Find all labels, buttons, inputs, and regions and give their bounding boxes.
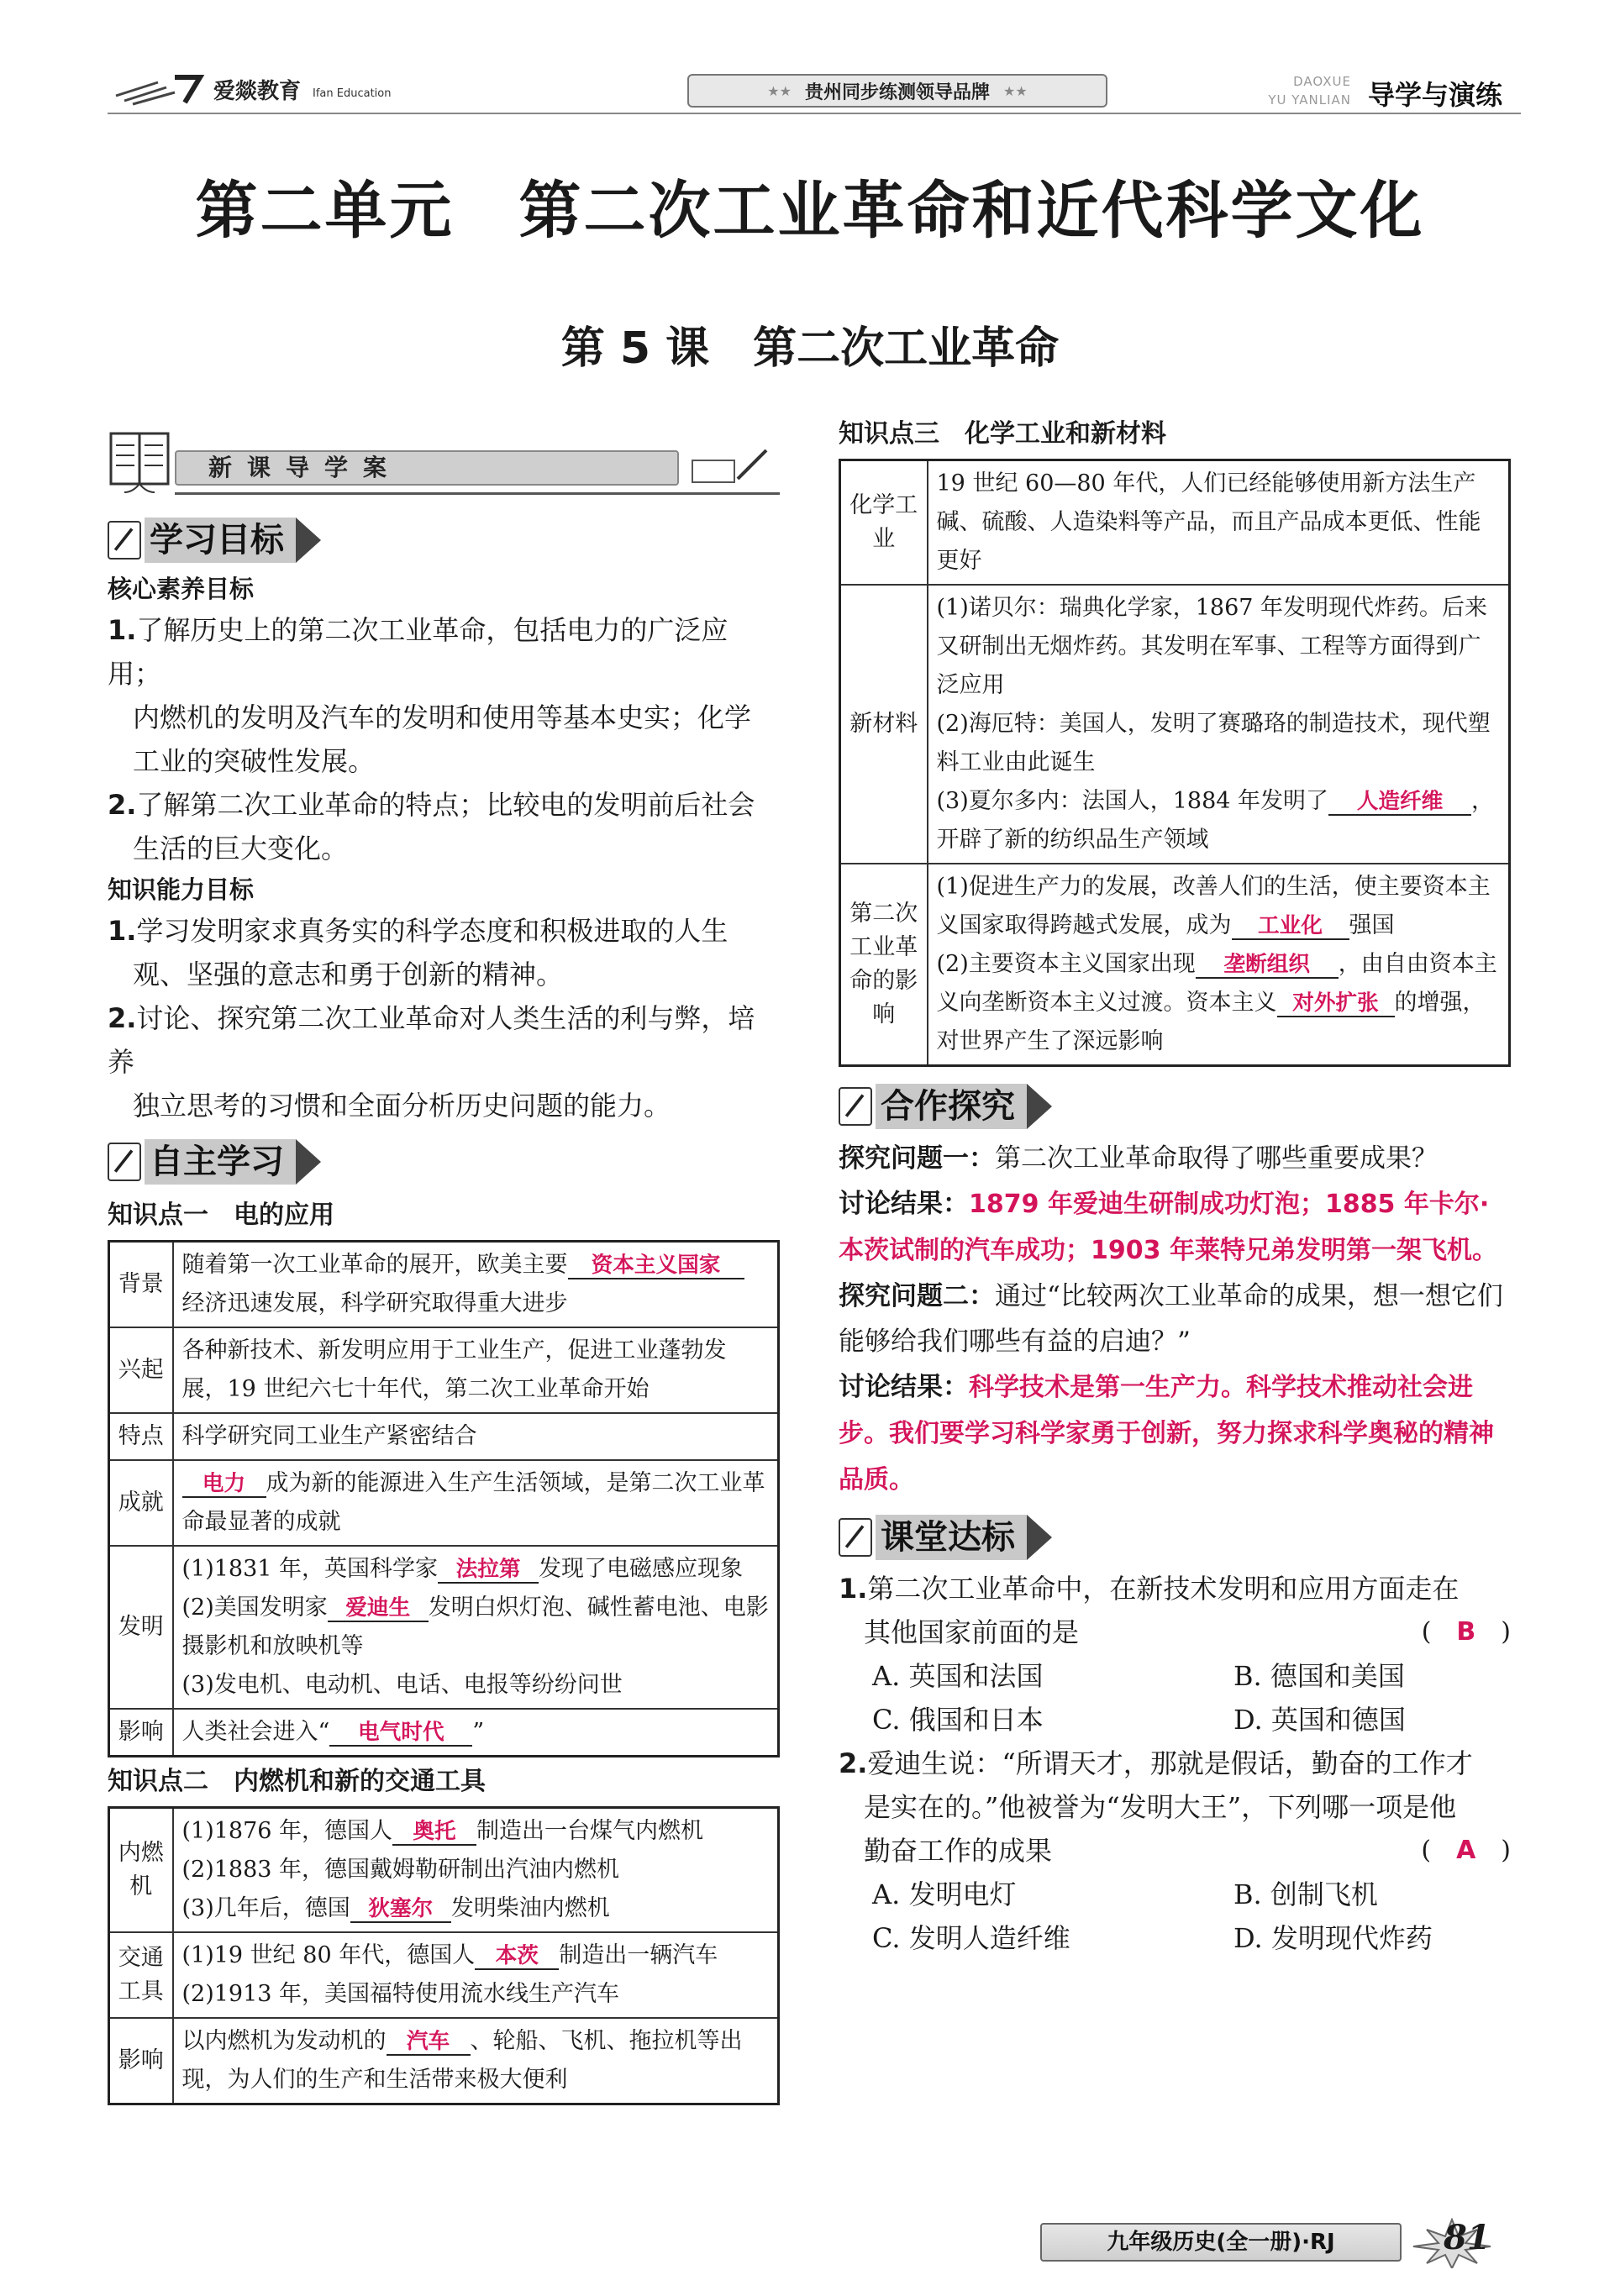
section-title: 学习目标 [145, 518, 296, 563]
item-number: 2. [108, 1002, 137, 1034]
item-number: 2. [108, 789, 137, 821]
question-text: 第二次工业革命取得了哪些重要成果？ [995, 1143, 1438, 1174]
coop-question [839, 1274, 1511, 1364]
pencil-note-icon [108, 521, 141, 560]
row-label: 第二次工业革命的影响 [840, 864, 928, 1066]
section-title: 合作探究 [876, 1084, 1027, 1129]
table-row [109, 1242, 779, 1328]
text: 强国 [1349, 912, 1395, 938]
question-text: 勤奋工作的成果 [864, 1835, 1053, 1867]
section-heading-coop [839, 1080, 1511, 1132]
text: 成为新的能源进入生产生活领域，是第二次工业革命最显著的成就 [181, 1470, 765, 1535]
knowledge-point-title: 知识点一 电的应用 [108, 1201, 334, 1230]
row-content [928, 864, 1510, 1066]
page-header [108, 66, 1521, 126]
table-row [840, 460, 1510, 586]
star-icon: ★★ [1003, 82, 1028, 99]
table-row [840, 864, 1510, 1066]
answer-blank [568, 1253, 744, 1279]
answer-blank [392, 1819, 476, 1846]
text: 经济迅速发展，科学研究取得重大进步 [181, 1290, 568, 1316]
option: A. 发明电灯 [872, 1878, 1017, 1910]
table-row [840, 585, 1510, 864]
text: 随着第一次工业革命的展开，欧美主要 [181, 1252, 568, 1278]
answer-blank [475, 1943, 559, 1970]
pen-icon [687, 445, 771, 487]
row-content [928, 585, 1510, 864]
section-title: 自主学习 [145, 1139, 296, 1185]
goal-item [108, 608, 780, 783]
item-text: 讨论、探究第二次工业革命对人类生活的利与弊，培养 [108, 1002, 755, 1078]
header-badge-text: 贵州同步练测领导品牌 [804, 81, 990, 103]
row-content: 19 世纪 60—80 年代，人们已经能够使用新方法生产碱、硫酸、人造染料等产品，而且产品成本更低、性能更好 [928, 460, 1510, 586]
text: (3)夏尔多内：法国人，1884 年发明了 [936, 788, 1329, 814]
triangle-icon [296, 1139, 321, 1185]
page-footer [1040, 2218, 1511, 2268]
answer: 电气时代 [358, 1720, 444, 1745]
table-row [109, 1413, 779, 1460]
item-text: 工业的突破性发展。 [133, 745, 376, 777]
pencil-note-icon [839, 1518, 872, 1557]
brand-name-en: Ifan Education [313, 87, 392, 100]
text: 的增强，对世界产生了深远影响 [936, 990, 1486, 1054]
option: D. 英国和德国 [1233, 1704, 1406, 1736]
text: (2)1913 年，美国福特使用流水线生产汽车 [181, 1981, 620, 2007]
item-text: 独立思考的习惯和全面分析历史问题的能力。 [133, 1090, 671, 1122]
section-heading-self-study [108, 1136, 780, 1188]
row-content [173, 1709, 779, 1757]
answer: 汽车 [406, 2029, 450, 2054]
item-text: 了解历史上的第二次工业革命，包括电力的广泛应用； [108, 614, 728, 690]
text: ，由自由资本主义向垄断资本主义过渡。资本主义 [936, 951, 1497, 1016]
brand-logo [108, 72, 392, 106]
text: (2)海厄特：美国人，发明了赛璐珞的制造技术，现代塑料工业由此诞生 [936, 711, 1491, 775]
book-label: 九年级历史(全一册)·RJ [1040, 2223, 1402, 2262]
text: (1)促进生产力的发展，改善人们的生活，使主要资本主义国家取得跨越式发展，成为 [936, 874, 1491, 938]
table-row [109, 2018, 779, 2104]
brand-mark-icon [108, 72, 208, 106]
test-question [839, 1567, 1511, 1742]
text: (1)19 世纪 80 年代，德国人 [181, 1942, 476, 1968]
option: D. 发明现代炸药 [1233, 1922, 1433, 1954]
result-label: 讨论结果： [839, 1372, 969, 1402]
answer-blank [438, 1557, 539, 1584]
brand-name: 爱燚教育 [213, 78, 302, 104]
knowledge-table-chemistry [839, 459, 1511, 1067]
answer: 资本主义国家 [591, 1253, 721, 1278]
row-label: 交通工具 [109, 1932, 173, 2018]
question-label: 探究问题一： [839, 1143, 995, 1174]
row-content [173, 1460, 779, 1546]
right-column [839, 412, 1511, 1960]
coop-question [839, 1136, 1511, 1181]
series-title: 导学与演练 [1368, 79, 1503, 111]
result-text: 科学技术是第一生产力。科学技术推动社会进步。我们要学习科学家勇于创新，努力探求科学奥秘的精神品质。 [839, 1373, 1494, 1495]
answer: 狄塞尔 [368, 1896, 434, 1921]
test-question [839, 1742, 1511, 1960]
left-column [108, 412, 780, 2105]
goal-item [108, 909, 780, 996]
knowledge-table-engine [108, 1806, 780, 2105]
banner-rule [175, 492, 780, 495]
answer: 垄断组织 [1223, 952, 1311, 977]
answer-paren: ( B ) [1421, 1617, 1511, 1647]
item-text: 观、坚强的意志和勇于创新的精神。 [133, 959, 564, 990]
row-label: 发明 [109, 1546, 173, 1709]
row-label: 新材料 [840, 585, 928, 864]
row-content [173, 2018, 779, 2104]
star-icon: ★★ [767, 82, 792, 99]
section-heading-goals [108, 514, 780, 566]
answer-blank [1196, 952, 1339, 979]
section-banner [108, 412, 780, 504]
text: 发现了电磁感应现象 [539, 1556, 744, 1582]
item-text: 内燃机的发明及汽车的发明和使用等基本史实；化学 [133, 701, 752, 733]
row-label: 特点 [109, 1413, 173, 1460]
answer-blank [329, 1720, 472, 1747]
book-icon [108, 430, 171, 494]
page-number: 81 [1444, 2218, 1491, 2257]
row-label: 影响 [109, 2018, 173, 2104]
sub-heading: 核心素养目标 [108, 575, 255, 603]
row-label: 内燃机 [109, 1808, 173, 1933]
coop-result [839, 1364, 1511, 1503]
knowledge-table-electricity [108, 1240, 780, 1757]
question-text: 爱迪生说：“所谓天才，那就是假话，勤奋的工作才 [867, 1747, 1473, 1779]
question-text: 通过“比较两次工业革命的成果，想一想它们能够给我们哪些有益的启迪？” [839, 1281, 1503, 1357]
coop-result [839, 1181, 1511, 1274]
pencil-note-icon [839, 1087, 872, 1126]
knowledge-point-title: 知识点二 内燃机和新的交通工具 [108, 1767, 486, 1796]
option: C. 发明人造纤维 [872, 1922, 1070, 1954]
option: B. 创制飞机 [1233, 1878, 1378, 1910]
row-label: 兴起 [109, 1327, 173, 1413]
unit-title: 第二单元 第二次工业革命和近代科学文化 [195, 175, 1425, 247]
answer-blank [387, 2029, 471, 2056]
banner-label: 新课导学案 [175, 450, 679, 486]
answer: 人造纤维 [1356, 789, 1444, 814]
item-text: 生活的巨大变化。 [133, 833, 349, 864]
text: 、轮船、飞机、拖拉机等出现，为人们的生产和生活带来极大便利 [181, 2028, 743, 2093]
goal-item [108, 783, 780, 870]
answer: 法拉第 [455, 1557, 521, 1582]
section-title: 课堂达标 [876, 1515, 1027, 1560]
answer: 奥托 [413, 1819, 456, 1844]
item-number: 1. [108, 614, 137, 646]
question-number: 2. [839, 1747, 868, 1779]
text: 发明白炽灯泡、碱性蓄电池、电影摄影机和放映机等 [181, 1595, 769, 1659]
text: 制造出一台煤气内燃机 [476, 1818, 704, 1844]
header-divider [108, 113, 1521, 114]
answer-blank [350, 1896, 451, 1923]
item-text: 了解第二次工业革命的特点；比较电的发明前后社会 [136, 789, 755, 821]
row-label: 影响 [109, 1709, 173, 1757]
option: A. 英国和法国 [872, 1660, 1044, 1692]
answer: A [1456, 1836, 1476, 1865]
options [839, 1654, 1511, 1742]
answer-blank [1277, 990, 1395, 1017]
sub-heading: 知识能力目标 [108, 875, 255, 904]
text: 人类社会进入“ [181, 1719, 330, 1745]
triangle-icon [296, 518, 321, 563]
text: (3)几年后，德国 [181, 1895, 350, 1921]
triangle-icon [1027, 1515, 1052, 1560]
row-label: 化学工业 [840, 460, 928, 586]
answer-paren: ( A ) [1421, 1836, 1511, 1865]
option: C. 俄国和日本 [872, 1704, 1044, 1736]
table-row [109, 1327, 779, 1413]
answer-blank [328, 1595, 429, 1622]
answer: 工业化 [1258, 913, 1323, 938]
triangle-icon [1027, 1084, 1052, 1129]
text: (1)1831 年，英国科学家 [181, 1556, 439, 1582]
question-text: 其他国家前面的是 [864, 1616, 1080, 1648]
item-text: 学习发明家求真务实的科学态度和积极进取的人生 [136, 915, 728, 947]
row-content: 各种新技术、新发明应用于工业生产，促进工业蓬勃发展，19 世纪六七十年代，第二次工业革命开始 [173, 1327, 779, 1413]
text: ” [472, 1719, 485, 1745]
question-number: 1. [839, 1573, 868, 1605]
table-row [109, 1932, 779, 2018]
lesson-title: 第 5 课 第二次工业革命 [560, 323, 1060, 374]
text: (3)发电机、电动机、电话、电报等纷纷问世 [181, 1672, 623, 1698]
question-text: 第二次工业革命中，在新技术发明和应用方面走在 [867, 1573, 1460, 1605]
knowledge-point-title: 知识点三 化学工业和新材料 [839, 419, 1166, 449]
result-label: 讨论结果： [839, 1189, 969, 1219]
question-text: 是实在的。”他被誉为“发明大王”，下列哪一项是他 [864, 1791, 1457, 1823]
text: (2)1883 年，德国戴姆勒研制出汽油内燃机 [181, 1857, 620, 1883]
section-heading-class-test [839, 1511, 1511, 1563]
pencil-note-icon [108, 1143, 141, 1181]
table-row [109, 1709, 779, 1757]
text: ，开辟了新的纺织品生产领域 [936, 788, 1495, 853]
text: (2)主要资本主义国家出现 [936, 951, 1196, 977]
text: 制造出一辆汽车 [559, 1942, 718, 1968]
option: B. 德国和美国 [1233, 1660, 1405, 1692]
table-row [109, 1546, 779, 1709]
text: 以内燃机为发动机的 [181, 2028, 387, 2054]
row-content [173, 1546, 779, 1709]
row-label: 背景 [109, 1242, 173, 1328]
row-content: 科学研究同工业生产紧密结合 [173, 1413, 779, 1460]
goal-item [108, 996, 780, 1127]
answer: 对外扩张 [1292, 990, 1379, 1016]
row-content [173, 1932, 779, 2018]
answer-blank [182, 1471, 266, 1498]
answer: 本茨 [495, 1943, 539, 1968]
row-label: 成就 [109, 1460, 173, 1546]
header-pinyin [1225, 72, 1351, 109]
answer: 电力 [202, 1471, 246, 1496]
text: (1)1876 年，德国人 [181, 1818, 393, 1844]
answer: B [1456, 1617, 1476, 1647]
table-row [109, 1808, 779, 1933]
pinyin-line: YU YANLIAN [1268, 92, 1351, 108]
question-label: 探究问题二： [839, 1281, 995, 1311]
table-row [109, 1460, 779, 1546]
result-text: 1879 年爱迪生研制成功灯泡；1885 年卡尔·本茨试制的汽车成功；1903 年莱特兄弟发明第一架飞机。 [839, 1190, 1497, 1265]
header-badge [687, 74, 1107, 108]
item-number: 1. [108, 915, 137, 947]
text: 发明柴油内燃机 [450, 1895, 610, 1921]
answer: 爱迪生 [345, 1595, 411, 1621]
pinyin-line: DAOXUE [1293, 74, 1351, 89]
answer-blank [1232, 913, 1349, 940]
text: (2)美国发明家 [181, 1595, 328, 1621]
row-content [173, 1808, 779, 1933]
text: (1)诺贝尔：瑞典化学家，1867 年发明现代炸药。后来又研制出无烟炸药。其发明在军事、工程等方面得到广泛应用 [936, 595, 1488, 698]
row-content [173, 1242, 779, 1328]
answer-blank [1328, 789, 1471, 816]
options [839, 1873, 1511, 1960]
